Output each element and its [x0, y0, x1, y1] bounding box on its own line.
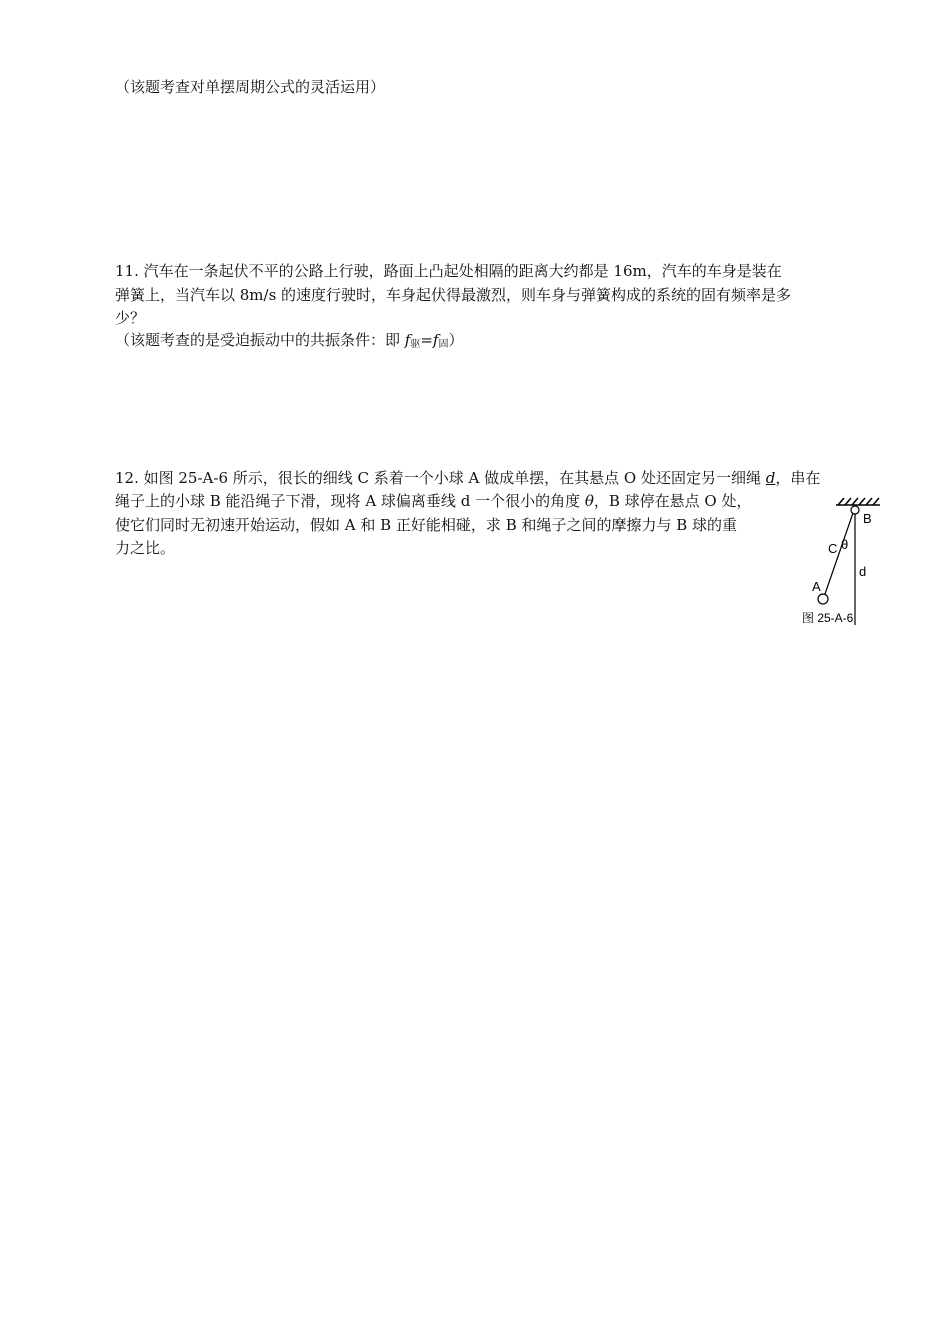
q12-text-2b: ，B 球停在悬点 O 处， — [593, 492, 752, 510]
q12-line-1 — [115, 467, 820, 489]
ball-b — [851, 506, 859, 514]
q11-note-prefix: （该题考查的是受迫振动中的共振条件：即 — [115, 331, 405, 349]
ceiling-support — [836, 498, 880, 505]
q12-text-1b: ，串在 — [775, 469, 821, 487]
q12-text-3: 使它们同时无初速开始运动，假如 A 和 B 正好能相碰，求 B 和绳子之间的摩擦力与 B 球的重 — [115, 516, 738, 534]
q12-text-2a: 绳子上的小球 B 能沿绳子下滑，现将 A 球偏离垂线 d 一个很小的角度 — [115, 492, 585, 510]
q11-text-2: 弹簧上，当汽车以 8m/s 的速度行驶时，车身起伏得最激烈，则车身与弹簧构成的系统的固有频率是多 — [115, 286, 792, 304]
q12-line-4 — [115, 537, 175, 559]
q11-note-suffix: ） — [448, 331, 464, 349]
q11-sub-drive: 驱 — [410, 339, 421, 350]
label-theta: θ — [841, 537, 849, 552]
q11-line-3 — [115, 307, 145, 329]
pendulum-figure — [800, 495, 920, 630]
q12-line-3 — [115, 514, 737, 536]
label-a: A — [812, 579, 821, 594]
q11-note — [115, 329, 464, 356]
q11-f-drive: f — [404, 331, 411, 349]
q11-text-1: 11. 汽车在一条起伏不平的公路上行驶，路面上凸起处相隔的距离大约都是 16m，汽车的车身是装在 — [115, 262, 782, 280]
label-c: C — [828, 541, 838, 556]
q11-text-3: 少？ — [115, 309, 146, 327]
q11-equals: = — [420, 331, 433, 349]
figure-caption: 图 25-A-6 — [802, 611, 854, 625]
q11-sub-natural: 固 — [438, 339, 449, 350]
q12-text-4: 力之比。 — [115, 539, 176, 557]
label-d: d — [859, 564, 867, 579]
q11-line-2 — [115, 284, 791, 306]
q12-text-2-theta: θ — [584, 492, 594, 510]
q11-f-natural: f — [432, 331, 439, 349]
q12-text-1a: 12. 如图 25-A-6 所示，很长的细线 C 系着一个小球 A 做成单摆，在其悬点 O 处还固定另一细绳 — [115, 469, 766, 487]
q12-text-1-d: d — [765, 469, 776, 487]
q10-note-text: （该题考查对单摆周期公式的灵活运用） — [115, 78, 386, 96]
label-b: B — [863, 511, 872, 526]
ball-a — [818, 594, 828, 604]
q12-line-2 — [115, 490, 752, 512]
q11-line-1 — [115, 260, 782, 282]
q10-note — [115, 76, 385, 98]
